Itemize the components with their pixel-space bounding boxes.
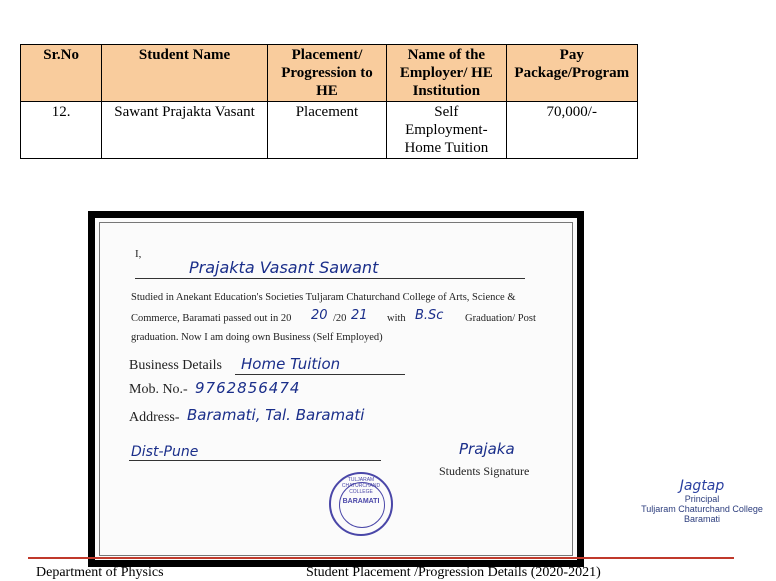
- cert-year1: 20: [311, 308, 328, 323]
- address-label: Address-: [129, 410, 180, 425]
- seal-arc-text: TULJARAM CHATURCHAND COLLEGE: [341, 477, 381, 495]
- cert-line2-a: Commerce, Baramati passed out in 20: [131, 313, 292, 324]
- footer-department: Department of Physics: [36, 565, 164, 580]
- certificate-scan-frame: [88, 211, 584, 567]
- cert-line3: graduation. Now I am doing own Business (Self Employed): [131, 332, 383, 343]
- principal-signature: Jagtap: [679, 478, 725, 494]
- principal-signature-block: [640, 478, 764, 524]
- name-underline: [135, 278, 525, 279]
- header-student-name: Student Name: [102, 45, 268, 102]
- student-signature: Prajaka: [459, 440, 515, 458]
- header-placement: Placement/ Progression to HE: [267, 45, 386, 102]
- cell-placement: Placement: [267, 102, 386, 159]
- principal-college: Tuljaram Chaturchand College: [641, 504, 763, 514]
- address-underline: [129, 460, 381, 461]
- header-sr-no: Sr.No: [21, 45, 102, 102]
- cert-line2-d: Graduation/ Post: [465, 313, 536, 324]
- cert-line1: Studied in Anekant Education's Societies Tuljaram Chaturchand College of Arts, Science &: [131, 292, 516, 303]
- header-employer: Name of the Employer/ HE Institution: [387, 45, 506, 102]
- mobile-value: 9762856474: [195, 379, 301, 397]
- table-row: [21, 102, 638, 159]
- college-seal: [329, 472, 393, 536]
- principal-place: Baramati: [683, 514, 720, 524]
- signature-caption: Students Signature: [439, 464, 530, 478]
- placement-table: [20, 44, 638, 159]
- cell-pay-package: 70,000/-: [506, 102, 637, 159]
- business-underline: [235, 374, 405, 375]
- address-line1: Baramati, Tal. Baramati: [187, 406, 365, 424]
- header-pay-package: Pay Package/Program: [506, 45, 637, 102]
- footer-title: Student Placement /Progression Details (2020-2021): [306, 565, 601, 580]
- mobile-label: Mob. No.-: [129, 382, 188, 397]
- cell-student-name: Sawant Prajakta Vasant: [102, 102, 268, 159]
- cert-student-name: Prajakta Vasant Sawant: [189, 258, 379, 277]
- certificate-scan: [95, 218, 577, 560]
- seal-center-text: BARAMATI: [342, 498, 380, 505]
- cert-year2: 21: [351, 308, 368, 323]
- business-label: Business Details: [129, 358, 222, 373]
- seal-inner-ring: [339, 482, 385, 528]
- cell-employer: Self Employment- Home Tuition: [387, 102, 506, 159]
- cert-line2-b: /20: [333, 313, 347, 324]
- cert-opening: I,: [135, 248, 142, 260]
- principal-title: Principal: [684, 494, 720, 504]
- cell-sr-no: 12.: [21, 102, 102, 159]
- business-value: Home Tuition: [241, 355, 341, 373]
- footer-divider: [28, 557, 734, 559]
- cert-line2-c: with: [387, 313, 406, 324]
- table-header-row: [21, 45, 638, 102]
- address-line2: Dist-Pune: [131, 444, 199, 460]
- cert-degree: B.Sc: [415, 308, 444, 323]
